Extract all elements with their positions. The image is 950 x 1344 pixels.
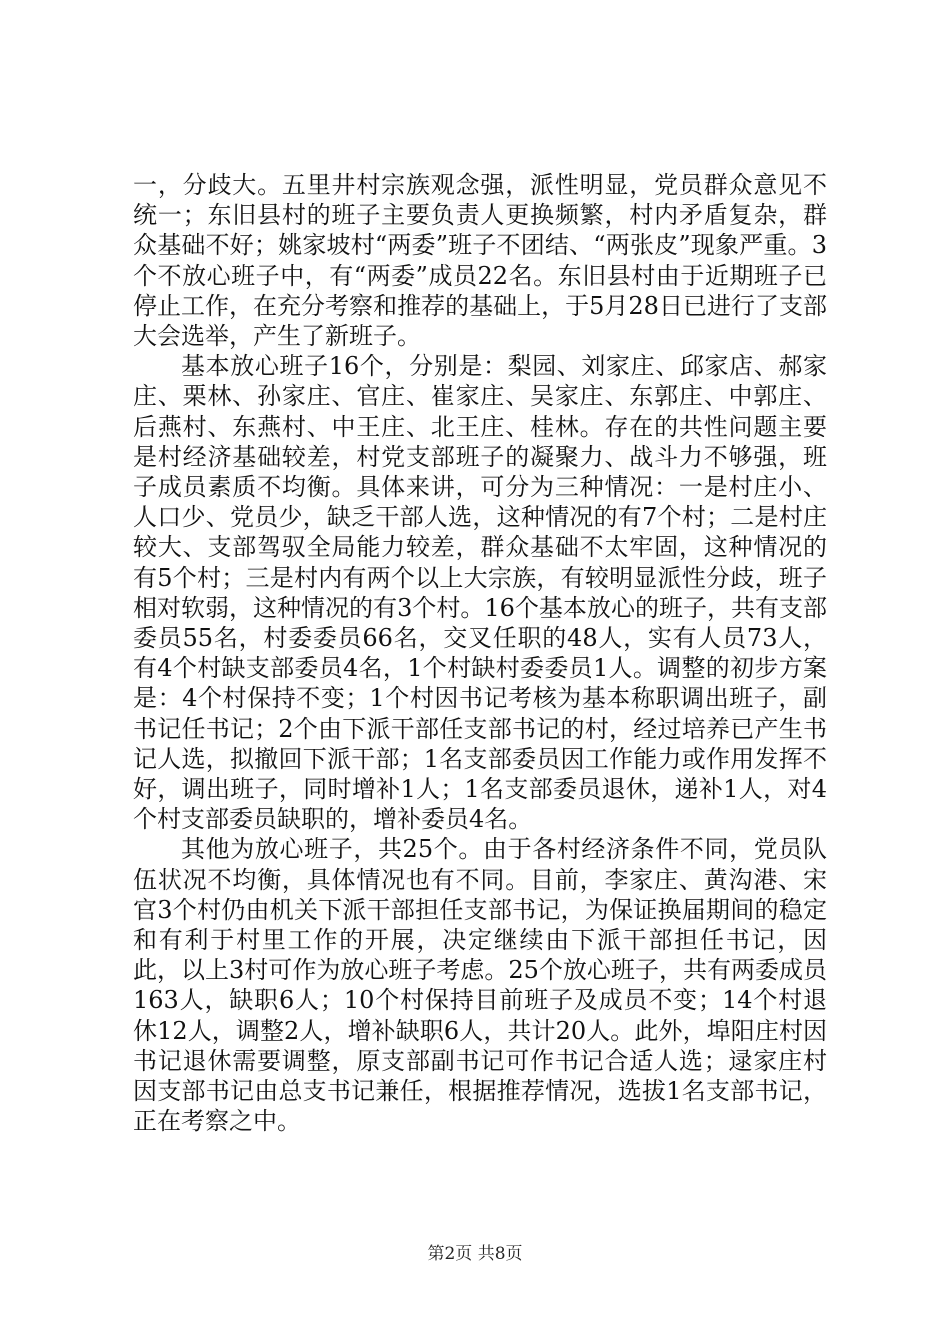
paragraph-2: 基本放心班子16个，分别是：梨园、刘家庄、邱家店、郝家庄、栗林、孙家庄、官庄、崔家庄、吴家庄、东郭庄、中郭庄、后燕村、东燕村、中王庄、北王庄、桂林。存在的共性问题主要是村经济基础较差，村党支部班子的凝聚力、战斗力不够强，班子成员素质不均衡。具体来讲，可分为三种情况：一是村庄小、人口少、党员少，缺乏干部人选，这种情况的有7个村；二是村庄较大、支部驾驭全局能力较差，群众基础不太牢固，这种情况的有5个村；三是村内有两个以上大宗族，有较明显派性分歧，班子相对软弱，这种情况的有3个村。16个基本放心的班子，共有支部委员55名，村委委员66名，交叉任职的48人，实有人员73人，有4个村缺支部委员4名，1个村缺村委委员1人。调整的初步方案是：4个村保持不变；1个村因书记考核为基本称职调出班子，副书记任书记；2个由下派干部任支部书记的村，经过培养已产生书记人选，拟撤回下派干部；1名支部委员因工作能力或作用发挥不好，调出班子，同时增补1人；1名支部委员退休，递补1人，对4个村支部委员缺职的，增补委员4名。 [133,352,827,834]
paragraph-1: 一，分歧大。五里井村宗族观念强，派性明显，党员群众意见不统一；东旧县村的班子主要负责人更换频繁，村内矛盾复杂，群众基础不好；姚家坡村“两委”班子不团结、“两张皮”现象严重。3个不放心班子中，有“两委”成员22名。东旧县村由于近期班子已停止工作，在充分考察和推荐的基础上，于5月28日已进行了支部大会选举，产生了新班子。 [133,171,827,351]
page-footer: 第2页 共8页 [427,1244,523,1264]
document-body [133,170,827,1137]
paragraph-3: 其他为放心班子，共25个。由于各村经济条件不同，党员队伍状况不均衡，具体情况也有不同。目前，李家庄、黄沟港、宋官3个村仍由机关下派干部担任支部书记，为保证换届期间的稳定和有利于村里工作的开展，决定继续由下派干部担任书记，因此，以上3村可作为放心班子考虑。25个放心班子，共有两委成员163人，缺职6人；10个村保持目前班子及成员不变；14个村退休12人，调整2人，增补缺职6人，共计20人。此外，埠阳庄村因书记退休需要调整，原支部副书记可作书记合适人选；逯家庄村因支部书记由总支书记兼任，根据推荐情况，选拔1名支部书记，正在考察之中。 [133,835,827,1136]
